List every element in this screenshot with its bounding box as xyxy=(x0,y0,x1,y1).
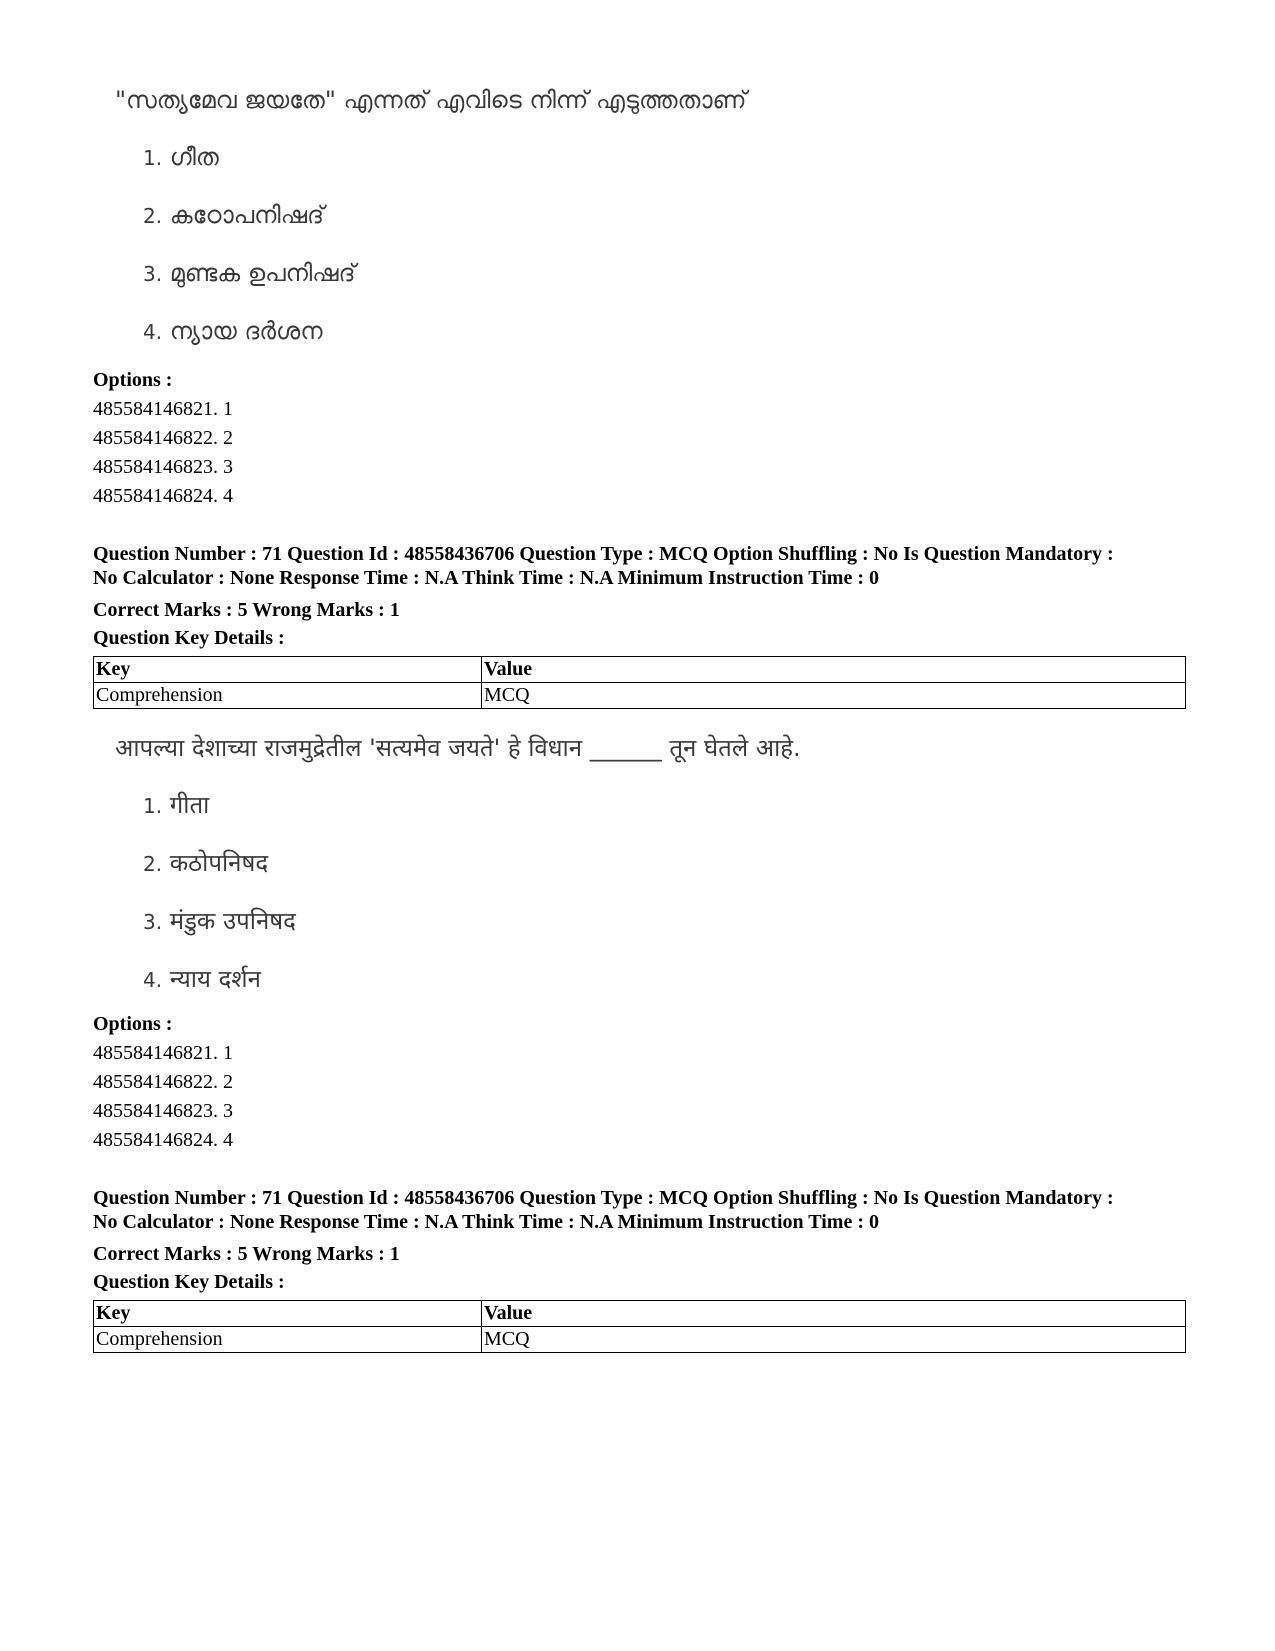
option-number: 1. xyxy=(143,146,163,170)
option-id-item: 485584146824. 4 xyxy=(93,1129,233,1151)
question-option xyxy=(143,302,747,360)
option-id-item: 485584146821. 1 xyxy=(93,398,233,420)
question-meta-line: No Calculator : None Response Time : N.A Think Time : N.A Minimum Instruction Time : 0 xyxy=(93,1211,879,1233)
option-text: കഠോപനിഷദ് xyxy=(169,201,324,229)
question-meta-line: Question Number : 71 Question Id : 48558436706 Question Type : MCQ Option Shuffling : No Is Question Mandatory : xyxy=(93,1187,1114,1209)
option-id-item: 485584146824. 4 xyxy=(93,485,233,507)
option-id-item: 485584146823. 3 xyxy=(93,456,233,478)
option-text: ന്യായ ദർശന xyxy=(169,317,323,345)
options-list xyxy=(93,366,233,511)
option-text: मंडुक उपनिषद xyxy=(169,907,296,935)
question-option xyxy=(143,892,801,950)
option-number: 3. xyxy=(143,262,163,286)
options-heading: Options : xyxy=(93,369,173,391)
malayalam-question-image xyxy=(115,80,747,360)
marks-line: Correct Marks : 5 Wrong Marks : 1 xyxy=(93,1243,400,1265)
option-id-item: 485584146821. 1 xyxy=(93,1042,233,1064)
option-number: 4. xyxy=(143,320,163,344)
question-stem: "സത്യമേവ ജയതേ" എന്നത് എവിടെ നിന്ന് എടുത്തതാണ് xyxy=(115,86,747,114)
key-details-table xyxy=(93,656,1186,709)
question-option xyxy=(143,834,801,892)
table-header-row xyxy=(94,1301,1186,1327)
question-meta-line: No Calculator : None Response Time : N.A Think Time : N.A Minimum Instruction Time : 0 xyxy=(93,567,879,589)
table-header-cell: Key xyxy=(94,657,482,683)
question-option xyxy=(143,244,747,302)
question-option xyxy=(143,950,801,1008)
option-number: 2. xyxy=(143,204,163,228)
marathi-question-image xyxy=(115,728,801,1008)
table-row xyxy=(94,1327,1186,1353)
option-id-item: 485584146822. 2 xyxy=(93,427,233,449)
option-number: 1. xyxy=(143,794,163,818)
table-cell: MCQ xyxy=(482,1327,1186,1353)
question-meta xyxy=(93,1186,1193,1353)
key-details-heading: Question Key Details : xyxy=(93,627,285,649)
question-stem: आपल्या देशाच्या राजमुद्रेतील 'सत्यमेव जयते' हे विधान ______ तून घेतले आहे. xyxy=(115,734,801,762)
options-heading: Options : xyxy=(93,1013,173,1035)
question-option xyxy=(143,128,747,186)
question-meta-line: Question Number : 71 Question Id : 48558436706 Question Type : MCQ Option Shuffling : No Is Question Mandatory : xyxy=(93,543,1114,565)
option-number: 3. xyxy=(143,910,163,934)
table-cell: Comprehension xyxy=(94,683,482,709)
option-text: ഗീത xyxy=(169,143,219,171)
table-header-cell: Value xyxy=(482,1301,1186,1327)
option-id-item: 485584146823. 3 xyxy=(93,1100,233,1122)
table-header-cell: Value xyxy=(482,657,1186,683)
marks-line: Correct Marks : 5 Wrong Marks : 1 xyxy=(93,599,400,621)
key-details-heading: Question Key Details : xyxy=(93,1271,285,1293)
option-number: 4. xyxy=(143,968,163,992)
option-text: മുണ്ടക ഉപനിഷദ് xyxy=(169,259,356,287)
question-option xyxy=(143,776,801,834)
question-meta xyxy=(93,542,1193,709)
option-id-item: 485584146822. 2 xyxy=(93,1071,233,1093)
option-number: 2. xyxy=(143,852,163,876)
option-text: गीता xyxy=(169,791,210,819)
table-header-cell: Key xyxy=(94,1301,482,1327)
key-details-table xyxy=(93,1300,1186,1353)
table-header-row xyxy=(94,657,1186,683)
question-option xyxy=(143,186,747,244)
table-cell: MCQ xyxy=(482,683,1186,709)
option-text: कठोपनिषद xyxy=(169,849,269,877)
table-row xyxy=(94,683,1186,709)
option-text: न्याय दर्शन xyxy=(169,965,261,993)
options-list xyxy=(93,1010,233,1155)
table-cell: Comprehension xyxy=(94,1327,482,1353)
